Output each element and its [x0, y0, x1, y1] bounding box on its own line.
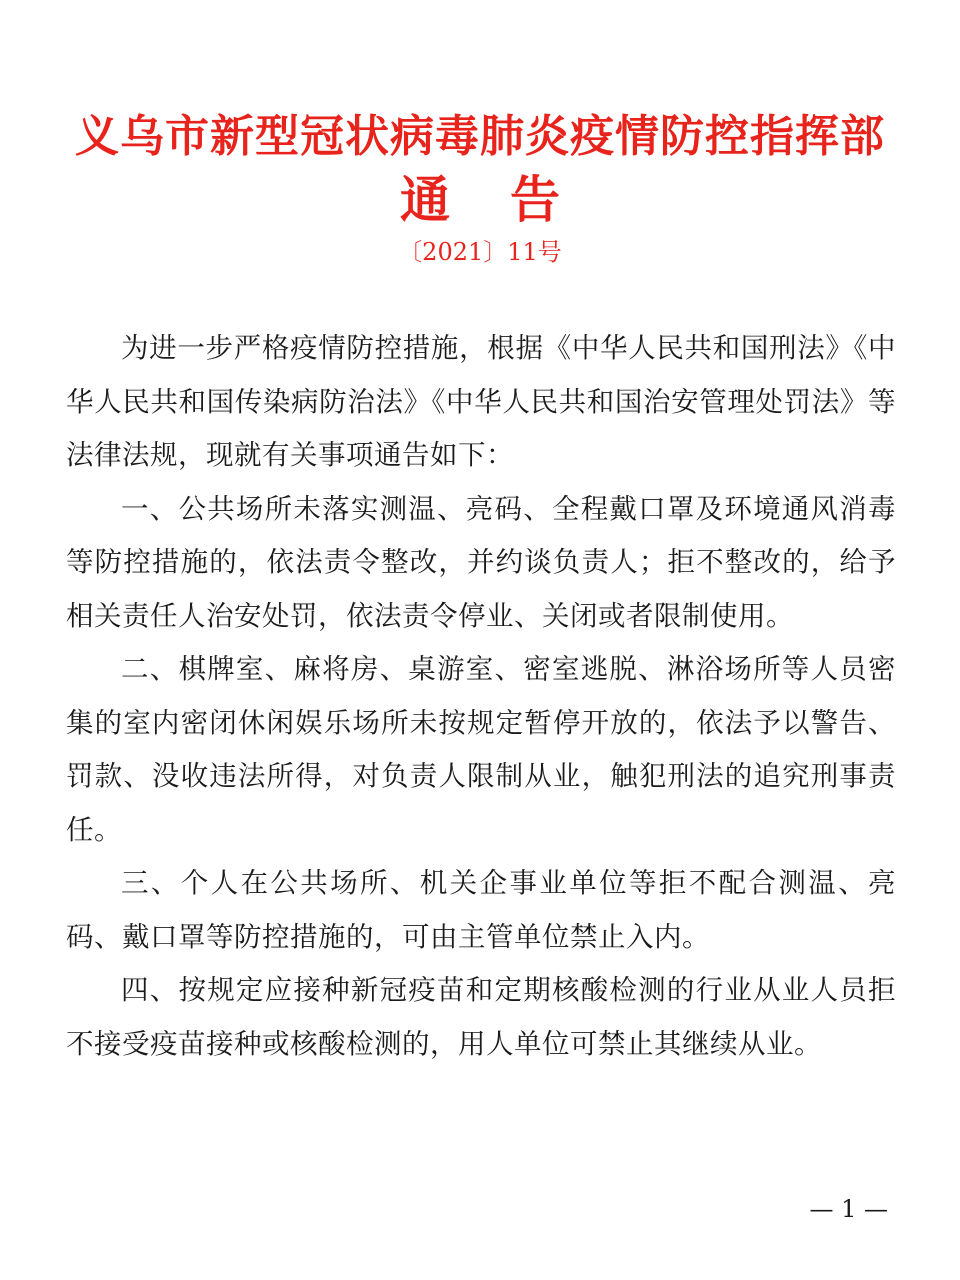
item-3-paragraph: 三、个人在公共场所、机关企事业单位等拒不配合测温、亮码、戴口罩等防控措施的，可由主管单位禁止入内。 — [66, 867, 896, 953]
item-1-paragraph: 一、公共场所未落实测温、亮码、全程戴口罩及环境通风消毒等防控措施的，依法责令整改，并约谈负责人；拒不整改的，给予相关责任人治安处罚，依法责令停业、关闭或者限制使用。 — [66, 492, 896, 632]
item-2-paragraph: 二、棋牌室、麻将房、桌游室、密室逃脱、淋浴场所等人员密集的室内密闭休闲娱乐场所未按规定暂停开放的，依法予以警告、罚款、没收违法所得，对负责人限制从业，触犯刑法的追究刑事责任。 — [66, 653, 896, 846]
document-subtitle: 通告 — [400, 170, 620, 229]
document-number: 〔2021〕11号 — [398, 238, 562, 266]
intro-paragraph: 为进一步严格疫情防控措施，根据《中华人民共和国刑法》《中华人民共和国传染病防治法》《中华人民共和国治安管理处罚法》等法律法规，现就有关事项通告如下： — [66, 332, 896, 471]
document-title: 义乌市新型冠状病毒肺炎疫情防控指挥部 — [75, 111, 885, 162]
item-4-paragraph: 四、按规定应接种新冠疫苗和定期核酸检测的行业从业人员拒不接受疫苗接种或核酸检测的，用人单位可禁止其继续从业。 — [66, 974, 896, 1060]
document-body — [66, 322, 896, 1071]
page-number: — 1 — — [809, 1195, 888, 1223]
